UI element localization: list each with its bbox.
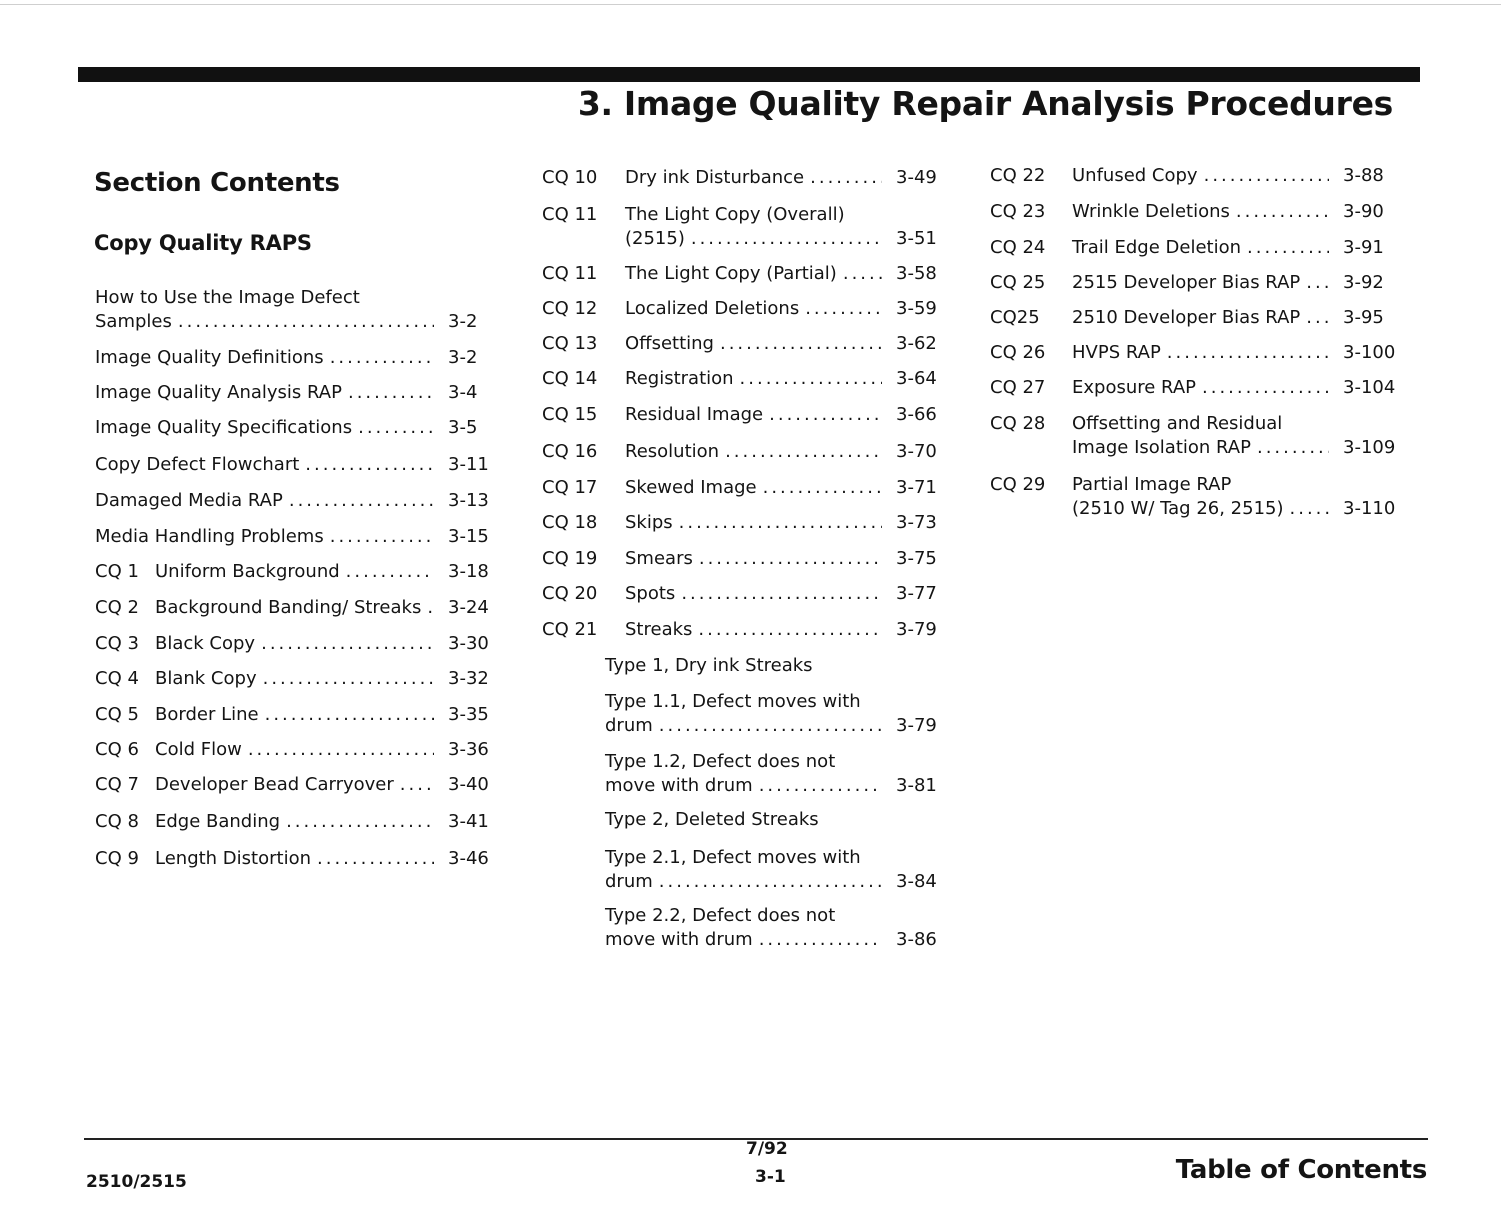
dot-leader xyxy=(659,870,882,894)
toc-entry-code: CQ 24 xyxy=(990,237,1046,258)
toc-entry-label: Edge Banding xyxy=(155,811,281,832)
toc-entry-label: Media Handling Problems xyxy=(95,526,324,547)
toc-entry-page: 3-110 xyxy=(1343,498,1396,519)
toc-entry-label: Type 1, Dry ink Streaks xyxy=(605,655,813,676)
dot-leader xyxy=(810,166,882,190)
dot-leader xyxy=(699,547,882,571)
toc-entry-page: 3-4 xyxy=(448,382,478,403)
dot-leader xyxy=(1290,497,1329,521)
toc-entry-code: CQ 28 xyxy=(990,413,1046,434)
dot-leader xyxy=(330,346,434,370)
toc-entry-label: Type 2.2, Defect does not xyxy=(605,905,836,926)
toc-entry-page: 3-104 xyxy=(1343,377,1396,398)
toc-entry xyxy=(990,271,1403,295)
toc-entry-page: 3-86 xyxy=(896,929,937,950)
toc-entry-label: drum xyxy=(605,871,653,892)
toc-entry xyxy=(990,376,1403,400)
dot-leader xyxy=(805,297,882,321)
toc-entry-code: CQ 21 xyxy=(542,619,598,640)
toc-entry xyxy=(542,808,956,832)
toc-entry xyxy=(542,846,956,894)
dot-leader xyxy=(691,227,882,251)
toc-entry xyxy=(95,416,508,440)
toc-entry-label: Spots xyxy=(625,583,676,604)
toc-entry-page: 3-41 xyxy=(448,811,489,832)
header-bar xyxy=(78,67,1420,82)
toc-entry xyxy=(542,262,956,286)
top-edge-line xyxy=(0,4,1501,5)
dot-leader xyxy=(400,773,434,797)
toc-entry-label: Unfused Copy xyxy=(1072,165,1198,186)
dot-leader xyxy=(1306,306,1329,330)
toc-entry-page: 3-11 xyxy=(448,454,489,475)
toc-entry xyxy=(990,341,1403,365)
toc-entry-label: 2510 Developer Bias RAP xyxy=(1072,307,1301,328)
toc-entry-code: CQ25 xyxy=(990,307,1040,328)
toc-entry-label: Image Quality Analysis RAP xyxy=(95,382,342,403)
toc-entry xyxy=(95,596,508,620)
toc-entry xyxy=(95,525,508,549)
toc-entry-label: drum xyxy=(605,715,653,736)
toc-entry-code: CQ 29 xyxy=(990,474,1046,495)
toc-entry-label: (2515) xyxy=(625,228,685,249)
dot-leader xyxy=(286,810,434,834)
dot-leader xyxy=(261,632,434,656)
dot-leader xyxy=(1167,341,1329,365)
toc-entry-page: 3-15 xyxy=(448,526,489,547)
toc-entry-label: The Light Copy (Partial) xyxy=(625,263,837,284)
toc-entry-code: CQ 25 xyxy=(990,272,1046,293)
toc-entry-label: Exposure RAP xyxy=(1072,377,1196,398)
toc-entry-label: 2515 Developer Bias RAP xyxy=(1072,272,1301,293)
toc-entry-page: 3-59 xyxy=(896,298,937,319)
toc-entry-code: CQ 17 xyxy=(542,477,598,498)
toc-entry-label: Registration xyxy=(625,368,734,389)
toc-entry-code: CQ 10 xyxy=(542,167,598,188)
toc-entry-code: CQ 14 xyxy=(542,368,598,389)
toc-entry-label: Offsetting and Residual xyxy=(1072,413,1283,434)
toc-entry-code: CQ 23 xyxy=(990,201,1046,222)
toc-entry xyxy=(990,306,1403,330)
toc-entry xyxy=(542,690,956,738)
toc-entry-code: CQ 9 xyxy=(95,848,139,869)
toc-entry-label: HVPS RAP xyxy=(1072,342,1161,363)
dot-leader xyxy=(1204,164,1329,188)
toc-entry-label: How to Use the Image Defect xyxy=(95,287,360,308)
toc-entry-code: CQ 12 xyxy=(542,298,598,319)
dot-leader xyxy=(698,618,882,642)
toc-entry-page: 3-100 xyxy=(1343,342,1396,363)
toc-entry-label: Cold Flow xyxy=(155,739,242,760)
footer-section-title: Table of Contents xyxy=(1175,1155,1427,1185)
toc-entry-page: 3-73 xyxy=(896,512,937,533)
dot-leader xyxy=(358,416,434,440)
toc-entry-label: Streaks xyxy=(625,619,693,640)
toc-entry-code: CQ 3 xyxy=(95,633,139,654)
toc-entry xyxy=(990,473,1403,521)
dot-leader xyxy=(659,714,882,738)
toc-entry-code: CQ 22 xyxy=(990,165,1046,186)
toc-entry-label: Skips xyxy=(625,512,673,533)
toc-entry-code: CQ 5 xyxy=(95,704,139,725)
toc-entry-code: CQ 7 xyxy=(95,774,139,795)
toc-entry xyxy=(542,750,956,798)
toc-entry-code: CQ 27 xyxy=(990,377,1046,398)
toc-entry-page: 3-64 xyxy=(896,368,937,389)
toc-entry-page: 3-62 xyxy=(896,333,937,354)
toc-entry-label: move with drum xyxy=(605,775,753,796)
toc-entry-label: (2510 W/ Tag 26, 2515) xyxy=(1072,498,1284,519)
toc-entry-label: Skewed Image xyxy=(625,477,757,498)
toc-entry-page: 3-70 xyxy=(896,441,937,462)
toc-entry-label: Trail Edge Deletion xyxy=(1072,237,1242,258)
dot-leader xyxy=(740,367,882,391)
dot-leader xyxy=(1257,436,1329,460)
toc-entry xyxy=(542,476,956,500)
toc-entry xyxy=(95,286,508,334)
toc-entry-label: Damaged Media RAP xyxy=(95,490,283,511)
toc-entry-label: Uniform Background xyxy=(155,561,340,582)
toc-entry xyxy=(95,560,508,584)
toc-entry xyxy=(95,381,508,405)
toc-entry xyxy=(542,440,956,464)
toc-entry xyxy=(990,200,1403,224)
toc-entry-page: 3-49 xyxy=(896,167,937,188)
toc-entry xyxy=(95,346,508,370)
toc-entry-label: Image Isolation RAP xyxy=(1072,437,1251,458)
toc-entry-label: Dry ink Disturbance xyxy=(625,167,805,188)
toc-entry xyxy=(95,810,508,834)
toc-entry-label: Samples xyxy=(95,311,172,332)
toc-entry-label: Type 1.2, Defect does not xyxy=(605,751,836,772)
dot-leader xyxy=(248,738,434,762)
toc-entry xyxy=(542,904,956,952)
toc-entry-label: Type 2.1, Defect moves with xyxy=(605,847,861,868)
footer-page-number: 3-1 xyxy=(755,1167,786,1187)
toc-entry-page: 3-35 xyxy=(448,704,489,725)
toc-entry xyxy=(95,667,508,691)
toc-entry-code: CQ 19 xyxy=(542,548,598,569)
toc-entry-label: Border Line xyxy=(155,704,259,725)
toc-entry-code: CQ 13 xyxy=(542,333,598,354)
toc-entry xyxy=(95,847,508,871)
toc-entry-label: Type 2, Deleted Streaks xyxy=(605,809,819,830)
toc-entry xyxy=(542,547,956,571)
toc-entry-label: Partial Image RAP xyxy=(1072,474,1232,495)
dot-leader xyxy=(346,560,434,584)
dot-leader xyxy=(1202,376,1329,400)
toc-entry-label: Localized Deletions xyxy=(625,298,800,319)
toc-entry xyxy=(990,236,1403,260)
toc-entry-label: Offsetting xyxy=(625,333,714,354)
toc-entry-page: 3-91 xyxy=(1343,237,1384,258)
toc-entry-label: Developer Bead Carryover xyxy=(155,774,394,795)
dot-leader xyxy=(679,511,882,535)
dot-leader xyxy=(289,489,434,513)
dot-leader xyxy=(178,310,434,334)
toc-entry-page: 3-95 xyxy=(1343,307,1384,328)
dot-leader xyxy=(330,525,434,549)
toc-entry xyxy=(95,453,508,477)
toc-entry-page: 3-92 xyxy=(1343,272,1384,293)
toc-entry-label: Smears xyxy=(625,548,693,569)
toc-entry-code: CQ 11 xyxy=(542,263,598,284)
toc-entry-label: Length Distortion xyxy=(155,848,311,869)
toc-entry-code: CQ 2 xyxy=(95,597,139,618)
toc-entry-page: 3-5 xyxy=(448,417,478,438)
toc-entry-label: Copy Defect Flowchart xyxy=(95,454,300,475)
toc-entry-page: 3-81 xyxy=(896,775,937,796)
toc-entry-label: Type 1.1, Defect moves with xyxy=(605,691,861,712)
toc-entry-label: Image Quality Definitions xyxy=(95,347,324,368)
dot-leader xyxy=(263,667,434,691)
toc-entry-code: CQ 26 xyxy=(990,342,1046,363)
toc-entry-page: 3-71 xyxy=(896,477,937,498)
toc-entry-page: 3-109 xyxy=(1343,437,1396,458)
toc-entry-page: 3-30 xyxy=(448,633,489,654)
toc-entry-page: 3-75 xyxy=(896,548,937,569)
toc-entry xyxy=(542,367,956,391)
dot-leader xyxy=(427,596,437,620)
toc-entry-label: Blank Copy xyxy=(155,668,257,689)
dot-leader xyxy=(305,453,434,477)
toc-entry xyxy=(95,703,508,727)
toc-entry-code: CQ 8 xyxy=(95,811,139,832)
toc-entry-label: Residual Image xyxy=(625,404,764,425)
toc-entry xyxy=(542,618,956,642)
toc-entry xyxy=(542,654,956,678)
toc-entry xyxy=(542,403,956,427)
toc-entry-label: Black Copy xyxy=(155,633,256,654)
toc-entry-page: 3-88 xyxy=(1343,165,1384,186)
dot-leader xyxy=(681,582,882,606)
dot-leader xyxy=(725,440,882,464)
toc-entry-page: 3-77 xyxy=(896,583,937,604)
toc-entry-label: Wrinkle Deletions xyxy=(1072,201,1230,222)
toc-entry xyxy=(542,297,956,321)
dot-leader xyxy=(265,703,434,727)
dot-leader xyxy=(348,381,434,405)
dot-leader xyxy=(763,476,882,500)
toc-entry xyxy=(542,166,956,190)
sub-heading: Copy Quality RAPS xyxy=(94,231,312,255)
toc-entry-page: 3-90 xyxy=(1343,201,1384,222)
toc-entry-page: 3-13 xyxy=(448,490,489,511)
toc-entry-code: CQ 6 xyxy=(95,739,139,760)
toc-entry xyxy=(990,164,1403,188)
dot-leader xyxy=(1247,236,1329,260)
toc-entry-page: 3-2 xyxy=(448,311,478,332)
toc-entry xyxy=(542,203,956,251)
toc-entry-page: 3-58 xyxy=(896,263,937,284)
toc-entry xyxy=(542,511,956,535)
dot-leader xyxy=(720,332,882,356)
toc-entry xyxy=(95,738,508,762)
toc-entry-page: 3-79 xyxy=(896,619,937,640)
dot-leader xyxy=(843,262,882,286)
chapter-title: 3. Image Quality Repair Analysis Procedures xyxy=(577,84,1393,123)
toc-entry xyxy=(990,412,1403,460)
toc-entry-code: CQ 18 xyxy=(542,512,598,533)
toc-entry xyxy=(542,332,956,356)
toc-entry-page: 3-36 xyxy=(448,739,489,760)
section-heading: Section Contents xyxy=(94,168,340,198)
toc-entry-code: CQ 16 xyxy=(542,441,598,462)
toc-entry-page: 3-66 xyxy=(896,404,937,425)
toc-entry-label: Resolution xyxy=(625,441,720,462)
toc-entry-label: The Light Copy (Overall) xyxy=(625,204,845,225)
dot-leader xyxy=(1236,200,1329,224)
toc-entry-page: 3-79 xyxy=(896,715,937,736)
toc-entry-label: Background Banding/ Streaks xyxy=(155,597,422,618)
toc-entry-page: 3-2 xyxy=(448,347,478,368)
toc-entry-code: CQ 11 xyxy=(542,204,598,225)
toc-entry-page: 3-24 xyxy=(448,597,489,618)
dot-leader xyxy=(317,847,434,871)
toc-entry-code: CQ 4 xyxy=(95,668,139,689)
toc-entry-page: 3-84 xyxy=(896,871,937,892)
dot-leader xyxy=(759,928,882,952)
toc-entry-code: CQ 15 xyxy=(542,404,598,425)
toc-entry-code: CQ 1 xyxy=(95,561,139,582)
toc-entry-label: move with drum xyxy=(605,929,753,950)
dot-leader xyxy=(769,403,882,427)
toc-entry xyxy=(95,489,508,513)
toc-entry xyxy=(95,632,508,656)
toc-entry-page: 3-51 xyxy=(896,228,937,249)
footer-model: 2510/2515 xyxy=(86,1172,187,1192)
toc-entry-page: 3-40 xyxy=(448,774,489,795)
dot-leader xyxy=(759,774,882,798)
toc-entry xyxy=(95,773,508,797)
dot-leader xyxy=(1306,271,1329,295)
toc-entry-page: 3-46 xyxy=(448,848,489,869)
toc-entry-page: 3-32 xyxy=(448,668,489,689)
footer-date: 7/92 xyxy=(746,1139,788,1159)
toc-entry-code: CQ 20 xyxy=(542,583,598,604)
toc-entry-label: Image Quality Specifications xyxy=(95,417,353,438)
toc-entry xyxy=(542,582,956,606)
toc-entry-page: 3-18 xyxy=(448,561,489,582)
